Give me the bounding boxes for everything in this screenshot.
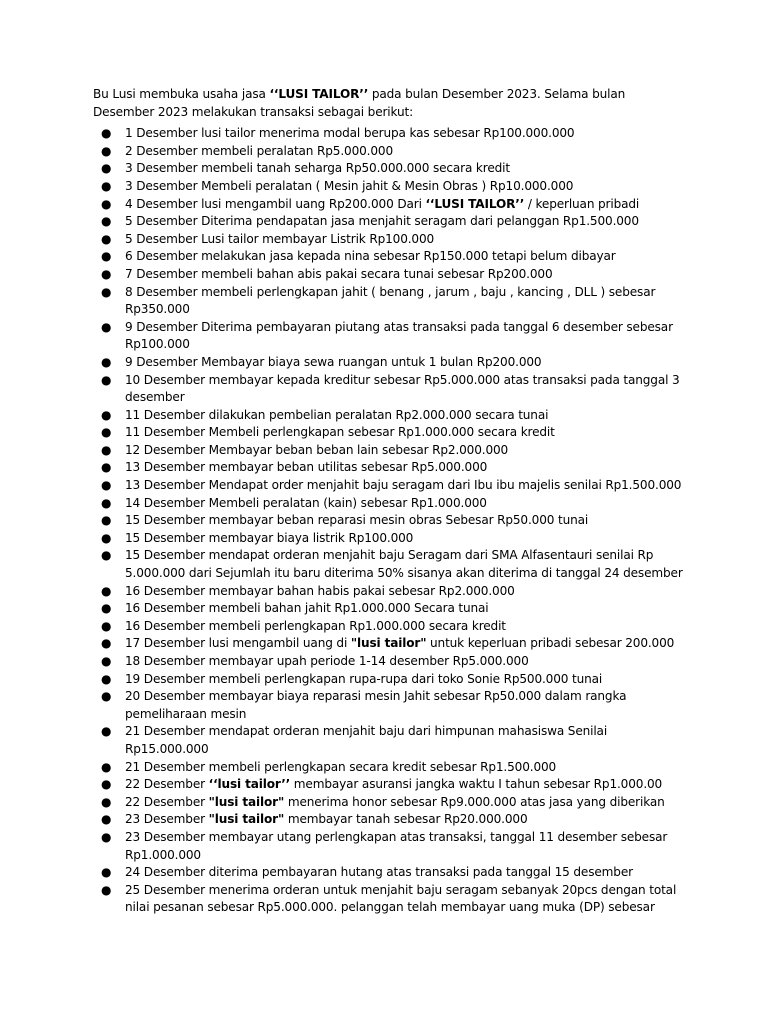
- bullet-icon: ●: [101, 530, 112, 545]
- transaction-item: [93, 811, 683, 829]
- bullet-icon: ●: [101, 442, 112, 457]
- bullet-icon: ●: [101, 724, 112, 739]
- transaction-item: [93, 372, 683, 407]
- intro-text-1: Bu Lusi membuka usaha jasa: [93, 87, 270, 101]
- business-name: ‘‘LUSI TAILOR’’: [425, 196, 525, 211]
- transaction-text: 11 Desember Membeli perlengkapan sebesar Rp1.000.000 secara kredit: [125, 425, 555, 440]
- bullet-icon: ●: [101, 319, 112, 334]
- transaction-item: [93, 600, 683, 618]
- bullet-icon: ●: [101, 231, 112, 246]
- transaction-item: [93, 688, 683, 723]
- transaction-text: 13 Desember membayar beban utilitas sebesar Rp5.000.000: [125, 460, 488, 475]
- transaction-text: 23 Desember: [125, 812, 209, 827]
- transaction-item: [93, 776, 683, 794]
- transaction-text: 21 Desember mendapat orderan menjahit baju dari himpunan mahasiswa Senilai Rp15.000.000: [125, 724, 608, 756]
- transaction-item: [93, 512, 683, 530]
- transaction-text: 20 Desember membayar biaya reparasi mesin Jahit sebesar Rp50.000 dalam rangka pemeliharaan mesin: [125, 689, 627, 721]
- bullet-icon: ●: [101, 777, 112, 792]
- transaction-text: 15 Desember membayar beban reparasi mesin obras Sebesar Rp50.000 tunai: [125, 513, 589, 528]
- transaction-text: 9 Desember Diterima pembayaran piutang atas transaksi pada tanggal 6 desember sebesar Rp100.000: [125, 319, 673, 352]
- bullet-icon: ●: [101, 759, 112, 774]
- bullet-icon: ●: [101, 495, 112, 510]
- transaction-text: 16 Desember membeli perlengkapan Rp1.000.000 secara kredit: [125, 618, 506, 633]
- transaction-text-tail: membayar asuransi jangka waktu I tahun sebesar Rp1.000.00: [290, 777, 663, 792]
- bullet-icon: ●: [101, 548, 112, 563]
- bullet-icon: ●: [101, 829, 112, 844]
- transaction-text-tail: menerima honor sebesar Rp9.000.000 atas jasa yang diberikan: [284, 794, 665, 809]
- transaction-item: [93, 284, 683, 319]
- transaction-text: 22 Desember: [125, 777, 209, 792]
- transaction-text: 25 Desember menerima orderan untuk menjahit baju seragam sebanyak 20pcs dengan total nilai pesanan sebesar Rp5.000.000. pelanggan telah membayar uang muka (DP) sebesar: [125, 882, 677, 915]
- transaction-item: [93, 495, 683, 513]
- transaction-item: [93, 759, 683, 777]
- transaction-text: 11 Desember dilakukan pembelian peralatan Rp2.000.000 secara tunai: [125, 407, 549, 422]
- bullet-icon: ●: [101, 407, 112, 422]
- transaction-item: [93, 354, 683, 372]
- transaction-text: 22 Desember: [125, 794, 209, 809]
- transaction-item: [93, 319, 683, 354]
- transaction-text: 6 Desember melakukan jasa kepada nina sebesar Rp150.000 tetapi belum dibayar: [125, 249, 616, 264]
- transaction-text: 10 Desember membayar kepada kreditur sebesar Rp5.000.000 atas transaksi pada tanggal 3 desember: [125, 372, 680, 405]
- bullet-icon: ●: [101, 425, 112, 440]
- bullet-icon: ●: [101, 812, 112, 827]
- bullet-icon: ●: [101, 266, 112, 281]
- transaction-text: 9 Desember Membayar biaya sewa ruangan untuk 1 bulan Rp200.000: [125, 354, 542, 369]
- intro-business-name: ‘‘LUSI TAILOR’’: [269, 87, 369, 101]
- transaction-text: 16 Desember membayar bahan habis pakai sebesar Rp2.000.000: [125, 583, 515, 598]
- transaction-item: [93, 864, 683, 882]
- transaction-text: 5 Desember Diterima pendapatan jasa menjahit seragam dari pelanggan Rp1.500.000: [125, 214, 639, 229]
- transaction-item: [93, 530, 683, 548]
- transaction-item: [93, 583, 683, 601]
- transaction-item: [93, 794, 683, 812]
- bullet-icon: ●: [101, 214, 112, 229]
- transaction-item: [93, 477, 683, 495]
- transaction-text: 18 Desember membayar upah periode 1-14 desember Rp5.000.000: [125, 654, 529, 668]
- transaction-item: [93, 882, 683, 917]
- transaction-text-tail: membayar tanah sebesar Rp20.000.000: [284, 812, 528, 827]
- bullet-icon: ●: [101, 178, 112, 193]
- transaction-text: 12 Desember Membayar beban beban lain sebesar Rp2.000.000: [125, 442, 509, 457]
- bullet-icon: ●: [101, 794, 112, 809]
- transaction-item: [93, 442, 683, 460]
- transaction-text: 2 Desember membeli peralatan Rp5.000.000: [125, 143, 393, 158]
- transaction-text: 24 Desember diterima pembayaran hutang atas transaksi pada tanggal 15 desember: [125, 865, 633, 880]
- bullet-icon: ●: [101, 618, 112, 633]
- transaction-text: 3 Desember Membeli peralatan ( Mesin jahit & Mesin Obras ) Rp10.000.000: [125, 178, 574, 193]
- bullet-icon: ●: [101, 249, 112, 264]
- transaction-text: 15 Desember mendapat orderan menjahit baju Seragam dari SMA Alfasentauri senilai Rp 5.000.000 dari Sejumlah itu baru diterima 50% sisanya akan diterima di tanggal 24 desember: [125, 548, 683, 581]
- bullet-icon: ●: [101, 126, 112, 141]
- intro-text-2: pada bulan Desember 2023. Selama bulan Desember 2023 melakukan transaksi sebagai berikut:: [93, 87, 626, 119]
- transaction-text: 17 Desember lusi mengambil uang di: [125, 636, 351, 651]
- bullet-icon: ●: [101, 636, 112, 651]
- transaction-item: [93, 407, 683, 425]
- bullet-icon: ●: [101, 143, 112, 158]
- transaction-list: [93, 125, 683, 917]
- bullet-icon: ●: [101, 460, 112, 475]
- transaction-text: 21 Desember membeli perlengkapan secara kredit sebesar Rp1.500.000: [125, 759, 557, 774]
- bullet-icon: ●: [101, 161, 112, 176]
- transaction-item: [93, 459, 683, 477]
- business-name: "lusi tailor": [208, 812, 285, 827]
- transaction-item: [93, 213, 683, 231]
- transaction-text: 5 Desember Lusi tailor membayar Listrik Rp100.000: [125, 231, 435, 246]
- transaction-item: [93, 125, 683, 143]
- bullet-icon: ●: [101, 671, 112, 686]
- bullet-icon: ●: [101, 583, 112, 598]
- transaction-item: [93, 231, 683, 249]
- business-name: "lusi tailor": [350, 636, 427, 651]
- bullet-icon: ●: [101, 882, 112, 897]
- transaction-text: 23 Desember membayar utang perlengkapan atas transaksi, tanggal 11 desember sebesar Rp1.000.000: [125, 829, 668, 862]
- transaction-item: [93, 723, 683, 758]
- bullet-icon: ●: [101, 513, 112, 528]
- transaction-text-tail: / keperluan pribadi: [524, 196, 640, 211]
- bullet-icon: ●: [101, 654, 112, 668]
- transaction-text: 4 Desember lusi mengambil uang Rp200.000 Dari: [125, 196, 426, 211]
- document-page: [93, 86, 683, 917]
- transaction-text-tail: untuk keperluan pribadi sebesar 200.000: [426, 636, 675, 651]
- bullet-icon: ●: [101, 196, 112, 211]
- transaction-item: [93, 248, 683, 266]
- transaction-item: [93, 671, 683, 689]
- business-name: "lusi tailor": [208, 794, 285, 809]
- transaction-text: 15 Desember membayar biaya listrik Rp100.000: [125, 530, 414, 545]
- transaction-item: [93, 618, 683, 636]
- transaction-item: [93, 196, 683, 214]
- intro-paragraph: [93, 86, 683, 121]
- bullet-icon: ●: [101, 478, 112, 493]
- transaction-text: 14 Desember Membeli peralatan (kain) sebesar Rp1.000.000: [125, 495, 487, 510]
- transaction-item: [93, 829, 683, 864]
- bullet-icon: ●: [101, 601, 112, 616]
- transaction-item: [93, 266, 683, 284]
- transaction-item: [93, 424, 683, 442]
- transaction-item: [93, 653, 683, 671]
- transaction-item: [93, 143, 683, 161]
- transaction-text: 1 Desember lusi tailor menerima modal berupa kas sebesar Rp100.000.000: [125, 126, 575, 141]
- bullet-icon: ●: [101, 372, 112, 387]
- transaction-text: 3 Desember membeli tanah seharga Rp50.000.000 secara kredit: [125, 161, 510, 176]
- transaction-item: [93, 635, 683, 653]
- transaction-text: 7 Desember membeli bahan abis pakai secara tunai sebesar Rp200.000: [125, 266, 553, 281]
- transaction-item: [93, 547, 683, 582]
- transaction-text: 8 Desember membeli perlengkapan jahit ( benang , jarum , baju , kancing , DLL ) sebesar Rp350.000: [125, 284, 656, 317]
- transaction-text: 13 Desember Mendapat order menjahit baju seragam dari Ibu ibu majelis senilai Rp1.500.000: [125, 478, 682, 493]
- transaction-text: 19 Desember membeli perlengkapan rupa-rupa dari toko Sonie Rp500.000 tunai: [125, 671, 603, 686]
- bullet-icon: ●: [101, 354, 112, 369]
- business-name: ‘‘lusi tailor’’: [208, 777, 291, 792]
- transaction-text: 16 Desember membeli bahan jahit Rp1.000.000 Secara tunai: [125, 601, 489, 616]
- bullet-icon: ●: [101, 865, 112, 880]
- bullet-icon: ●: [101, 284, 112, 299]
- bullet-icon: ●: [101, 689, 112, 704]
- transaction-item: [93, 178, 683, 196]
- transaction-item: [93, 160, 683, 178]
